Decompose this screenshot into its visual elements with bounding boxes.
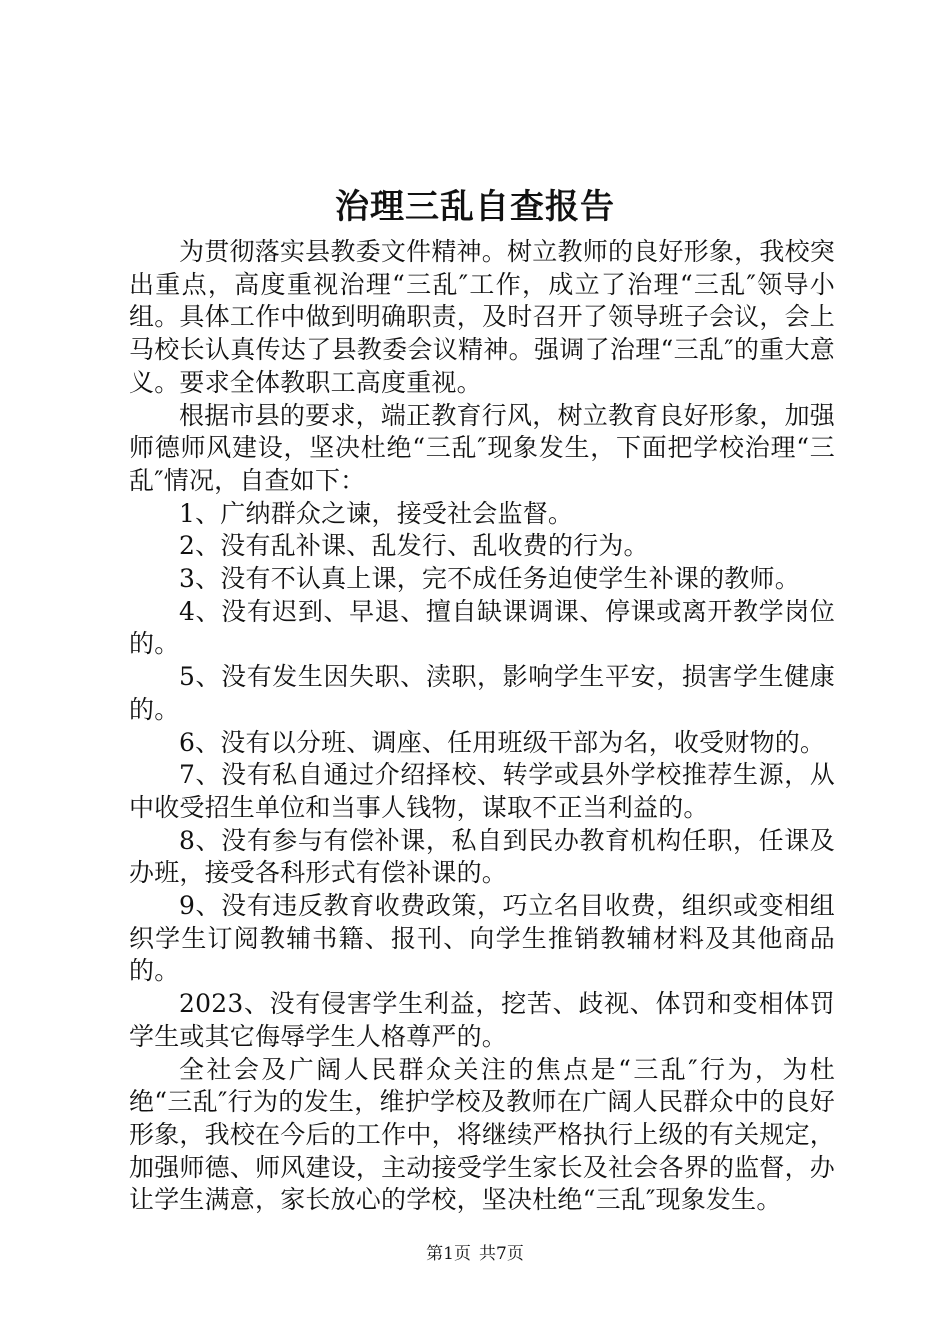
- document-body: [129, 236, 835, 1217]
- list-item: 6、没有以分班、调座、任用班级干部为名，收受财物的。: [179, 727, 826, 757]
- paragraph-conclusion: 全社会及广阔人民群众关注的焦点是“三乱″行为，为杜绝“三乱″行为的发生，维护学校及教师在广阔人民群众中的良好形象，我校在今后的工作中，将继续严格执行上级的有关规定，加强师德、师风建设，主动接受学生家长及社会各界的监督，办让学生满意，家长放心的学校，坚决杜绝“三乱″现象发生。: [129, 1054, 835, 1215]
- list-item: 2、没有乱补课、乱发行、乱收费的行为。: [179, 531, 649, 561]
- page-footer: [0, 1242, 950, 1266]
- list-item: 4、没有迟到、早退、擅自缺课调课、停课或离开教学岗位的。: [129, 596, 835, 659]
- list-item: 3、没有不认真上课，完不成任务迫使学生补课的教师。: [179, 564, 800, 594]
- list-item: 8、没有参与有偿补课，私自到民办教育机构任职，任课及办班，接受各科形式有偿补课的。: [129, 825, 835, 888]
- list-item: 9、没有违反教育收费政策，巧立名目收费，组织或变相组织学生订阅教辅书籍、报刊、向学生推销教辅材料及其他商品的。: [129, 891, 835, 986]
- list-item: 7、没有私自通过介绍择校、转学或县外学校推荐生源，从中收受招生单位和当事人钱物，谋取不正当利益的。: [129, 760, 835, 822]
- paragraph-requirements: 根据市县的要求，端正教育行风，树立教育良好形象，加强师德师风建设，坚决杜绝“三乱″现象发生，下面把学校治理“三乱″情况，自查如下：: [129, 400, 835, 495]
- document-title: 治理三乱自查报告: [335, 187, 615, 227]
- list-item: 1、广纳群众之谏，接受社会监督。: [179, 498, 574, 528]
- list-item: 2023、没有侵害学生利益，挖苦、歧视、体罚和变相体罚学生或其它侮辱学生人格尊严的。: [129, 989, 835, 1051]
- page-total: 共7页: [479, 1244, 524, 1264]
- page-number: 第1页: [426, 1244, 471, 1264]
- list-item: 5、没有发生因失职、渎职，影响学生平安，损害学生健康的。: [129, 662, 835, 724]
- paragraph-intro: 为贯彻落实县教委文件精神。树立教师的良好形象，我校突出重点，高度重视治理“三乱″工作，成立了治理“三乱″领导小组。具体工作中做到明确职责，及时召开了领导班子会议，会上马校长认真传达了县教委会议精神。强调了治理“三乱″的重大意义。要求全体教职工高度重视。: [129, 237, 835, 397]
